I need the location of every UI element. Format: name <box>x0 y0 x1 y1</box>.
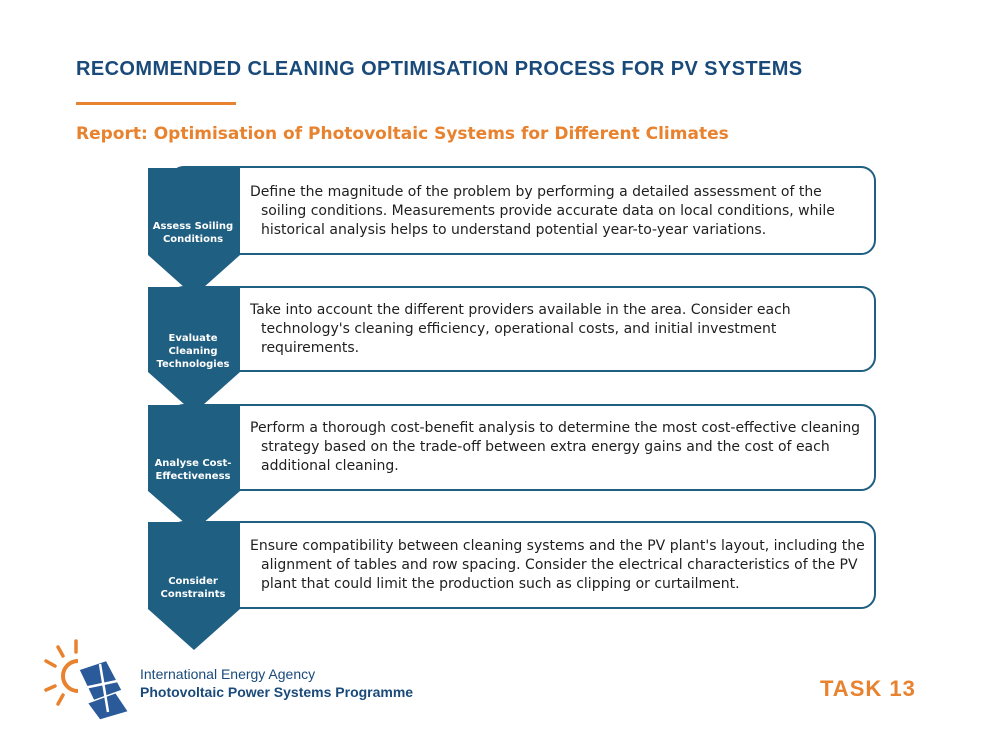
step-1-label: Assess Soiling Conditions <box>152 221 234 245</box>
report-subtitle: Report: Optimisation of Photovoltaic Systems for Different Climates <box>76 124 729 144</box>
step-1-description: Define the magnitude of the problem by performing a detailed assessment of the soiling conditions. Measurements provide accurate data on local conditions, while historical analysis helps to understand potential year-to-year variations. <box>250 184 835 238</box>
iea-pvps-sun-panel-logo <box>46 641 128 720</box>
step-2-label: Evaluate Cleaning Technologies <box>156 333 230 370</box>
step-3-label: Analyse Cost-Effectiveness <box>154 458 232 482</box>
org-name: International Energy Agency <box>140 666 316 682</box>
step-4-description: Ensure compatibility between cleaning systems and the PV plant's layout, including the alignment of tables and row spacing. Consider the electrical characteristics of the PV plant that could limit the production such as clipping or curtailment. <box>250 538 865 592</box>
step-4-label: Consider Constraints <box>160 576 226 600</box>
task-label: TASK 13 <box>820 676 916 701</box>
step-3-description: Perform a thorough cost-benefit analysis to determine the most cost-effective cleaning strategy based on the trade-off between extra energy gains and the cost of each additional cleaning. <box>250 420 861 474</box>
programme-name: Photovoltaic Power Systems Programme <box>140 684 414 700</box>
page-title: RECOMMENDED CLEANING OPTIMISATION PROCESS FOR PV SYSTEMS <box>76 58 803 80</box>
step-2-description: Take into account the different providers available in the area. Consider each technology's cleaning efficiency, operational costs, and initial investment requirements. <box>250 302 791 356</box>
